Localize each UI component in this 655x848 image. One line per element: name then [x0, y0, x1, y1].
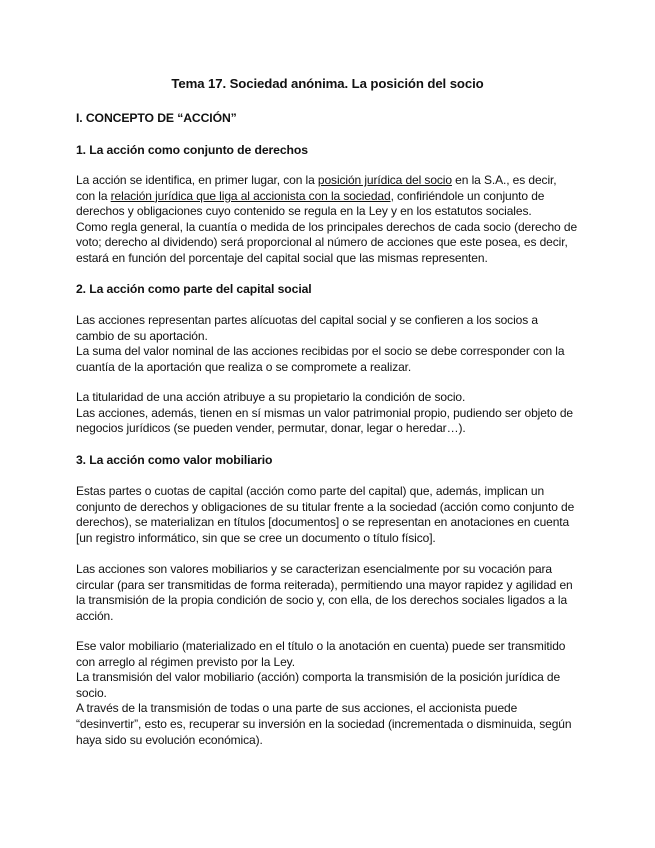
text-line: acción. [76, 608, 114, 623]
subheading-parte-capital: 2. La acción como parte del capital social [76, 282, 312, 296]
text-line: cuantía de la aportación que realiza o se compromete a realizar. [76, 359, 412, 374]
text-line: socio. [76, 685, 107, 700]
text-line: cambio de su aportación. [76, 328, 208, 343]
text-line: La suma del valor nominal de las acciones recibidas por el socio se debe corresponder con la [76, 344, 565, 359]
text-line: Ese valor mobiliario (materializado en el título o la anotación en cuenta) puede ser transmitido [76, 639, 566, 653]
text-line: Las acciones representan partes alícuotas del capital social y se confieren a los socios a [76, 313, 538, 327]
paragraph-valor-mobiliario-2 [76, 562, 586, 624]
text-span: con la [76, 188, 111, 203]
text-line: La transmisión del valor mobiliario (acción) comporta la transmisión de la posición jurídica de [76, 670, 561, 685]
text-line: circular (para ser transmitidas de forma reiterada), permitiendo una mayor rapidez y agilidad en [76, 577, 573, 592]
text-line: “desinvertir”, esto es, recuperar su inversión en la sociedad (incrementada o disminuida, según [76, 716, 572, 731]
text-line: estará en función del porcentaje del capital social que las mismas representen. [76, 250, 488, 265]
paragraph-parte-capital-2 [76, 390, 586, 437]
text-span: La acción se identifica, en primer lugar, con la [76, 173, 318, 187]
text-line: haya sido su evolución económica). [76, 732, 263, 747]
text-line: voto; derecho al dividendo) será proporcional al número de acciones que este posea, es decir, [76, 235, 568, 250]
text-span: , confiriéndole un conjunto de [390, 188, 545, 203]
subheading-valor-mobiliario: 3. La acción como valor mobiliario [76, 453, 273, 467]
text-span: en la S.A., es decir, [451, 173, 557, 187]
page-title: Tema 17. Sociedad anónima. La posición del socio [171, 76, 484, 91]
underlined-term-relacion-juridica: relación jurídica que liga al accionista con la sociedad [110, 188, 391, 203]
text-line: conjunto de derechos y obligaciones de su titular frente a la sociedad (acción como conjunto de [76, 499, 575, 514]
text-line: Las acciones son valores mobiliarios y se caracterizan esencialmente por su vocación para [76, 562, 553, 576]
paragraph-valor-mobiliario-3 [76, 639, 586, 748]
text-line [76, 173, 586, 189]
text-line [76, 189, 586, 205]
text-line: la transmisión de la propia condición de socio y, con ella, de los derechos sociales ligados a la [76, 593, 568, 608]
text-line: Estas partes o cuotas de capital (acción como parte del capital) que, además, implican un [76, 484, 545, 498]
paragraph-valor-mobiliario-1 [76, 484, 586, 546]
text-line: derechos y obligaciones cuyo contenido se regula en la Ley y en los estatutos sociales. [76, 204, 532, 219]
text-line: Las acciones, además, tienen en sí mismas un valor patrimonial propio, pudiendo ser objeto de [76, 405, 573, 420]
underlined-term-posicion-juridica: posición jurídica del socio [317, 173, 452, 187]
section-heading-concepto-accion: I. CONCEPTO DE “ACCIÓN” [76, 111, 237, 125]
text-line: derechos), se materializan en títulos [documentos] o se representan en anotaciones en cuenta [76, 515, 570, 530]
text-line: La titularidad de una acción atribuye a su propietario la condición de socio. [76, 390, 466, 404]
text-line: A través de la transmisión de todas o una parte de sus acciones, el accionista puede [76, 701, 518, 716]
paragraph-conjunto-derechos [76, 173, 586, 267]
text-line: [un registro informático, sin que se cree un documento o título físico]. [76, 530, 436, 545]
text-line: con arreglo al régimen previsto por la Ley. [76, 654, 295, 669]
text-line: negocios jurídicos (se pueden vender, permutar, donar, legar o heredar…). [76, 421, 466, 436]
text-line: Como regla general, la cuantía o medida de los principales derechos de cada socio (derecho de [76, 219, 578, 234]
paragraph-parte-capital-1 [76, 313, 586, 375]
subheading-conjunto-derechos: 1. La acción como conjunto de derechos [76, 143, 308, 157]
